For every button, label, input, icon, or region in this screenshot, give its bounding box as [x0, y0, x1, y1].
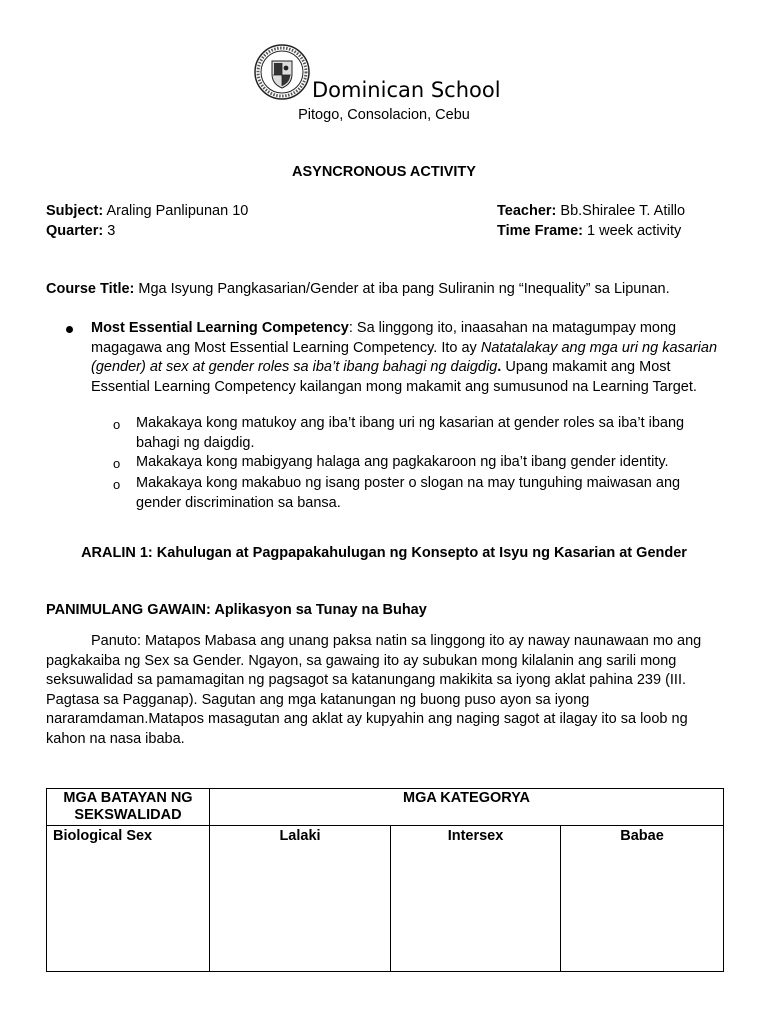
table-cell-lalaki[interactable]: Lalaki: [210, 826, 391, 972]
subject-line: [46, 201, 248, 221]
melc-label: Most Essential Learning Competency: [91, 320, 349, 336]
sub-bullet-icon: o: [113, 456, 121, 471]
instructions-paragraph: Panuto: Matapos Mabasa ang unang paksa natin sa linggong ito ay naway naunawaan mo ang pagkakaiba ng Sex sa Gender. Ngayon, sa gawaing ito ay subukan mong kilalanin ang sarili mong seksuwalidad sa pamamagitan ng pagsagot sa katanungang makikita sa iyong aklat pahina 239 (III. Pagtasa sa Pagganap). Sagutan ang mga katanungan ng buong puso ayon sa iyong nararamdaman.Matapos masagutan ang aklat ay kupyahin ang naging sagot at ilagay ito sa loob ng kahon na nasa ibaba.: [46, 633, 702, 747]
activity-title: ASYNCRONOUS ACTIVITY: [292, 164, 476, 180]
table-cell-babae[interactable]: Babae: [561, 826, 724, 972]
teacher-label: Teacher:: [497, 203, 557, 219]
quarter-line: [46, 221, 115, 241]
timeframe-label: Time Frame:: [497, 223, 583, 239]
learning-target: Makakaya kong makabuo ng isang poster o slogan na may tunguhing maiwasan ang gender discrimination sa bansa.: [136, 475, 681, 511]
teacher-line: [497, 201, 685, 221]
timeframe-value: 1 week activity: [587, 223, 682, 239]
melc-outro: Upang makamit ang Most Essential Learning Competency kailangan mong makamit ang sumusunod na Learning Target.: [91, 359, 697, 395]
course-title-value: Mga Isyung Pangkasarian/Gender at iba pang Suliranin ng “Inequality” sa Lipunan.: [138, 281, 670, 297]
melc-competency: Natatalakay ang mga uri ng kasarian (gender) at sex at gender roles sa iba’t ibang bahagi ng daigdig: [91, 339, 718, 375]
course-title-label: Course Title:: [46, 281, 135, 297]
school-seal-logo: [254, 44, 310, 100]
school-name: Dominican School: [312, 78, 501, 102]
subject-label: Subject:: [46, 203, 104, 219]
lesson-title: ARALIN 1: Kahulugan at Pagpapakahulugan ng Konsepto at Isyu ng Kasarian at Gender: [81, 545, 687, 561]
panimula-title: PANIMULANG GAWAIN: Aplikasyon sa Tunay na Buhay: [46, 602, 427, 618]
teacher-value: Bb.Shiralee T. Atillo: [560, 203, 686, 219]
quarter-value: 3: [107, 223, 116, 239]
learning-target: Makakaya kong mabigyang halaga ang pagkakaroon ng iba’t ibang gender identity.: [136, 454, 669, 470]
sub-bullet-icon: o: [113, 477, 121, 492]
learning-target: Makakaya kong matukoy ang iba’t ibang uri ng kasarian at gender roles sa iba’t ibang bahagi ng daigdig.: [136, 415, 685, 451]
subject-value: Araling Panlipunan 10: [106, 203, 249, 219]
sub-bullet-icon: o: [113, 417, 121, 432]
melc-paragraph: [91, 319, 721, 397]
school-address: Pitogo, Consolacion, Cebu: [298, 107, 470, 123]
table-row-label: Biological Sex: [47, 826, 210, 972]
bullet-icon: [66, 326, 73, 333]
timeframe-line: [497, 221, 681, 241]
melc-intro: : Sa linggong ito, inaasahan na matagumpay mong magagawa ang Most Essential Learning Competency. Ito ay: [91, 320, 677, 356]
table-header-left: MGA BATAYAN NG SEKSWALIDAD: [47, 789, 210, 826]
course-title: [46, 281, 670, 297]
table-cell-intersex[interactable]: Intersex: [391, 826, 561, 972]
sexuality-table: [46, 788, 724, 972]
melc-period: .: [497, 359, 502, 375]
quarter-label: Quarter:: [46, 223, 104, 239]
table-header-right: MGA KATEGORYA: [210, 789, 724, 826]
